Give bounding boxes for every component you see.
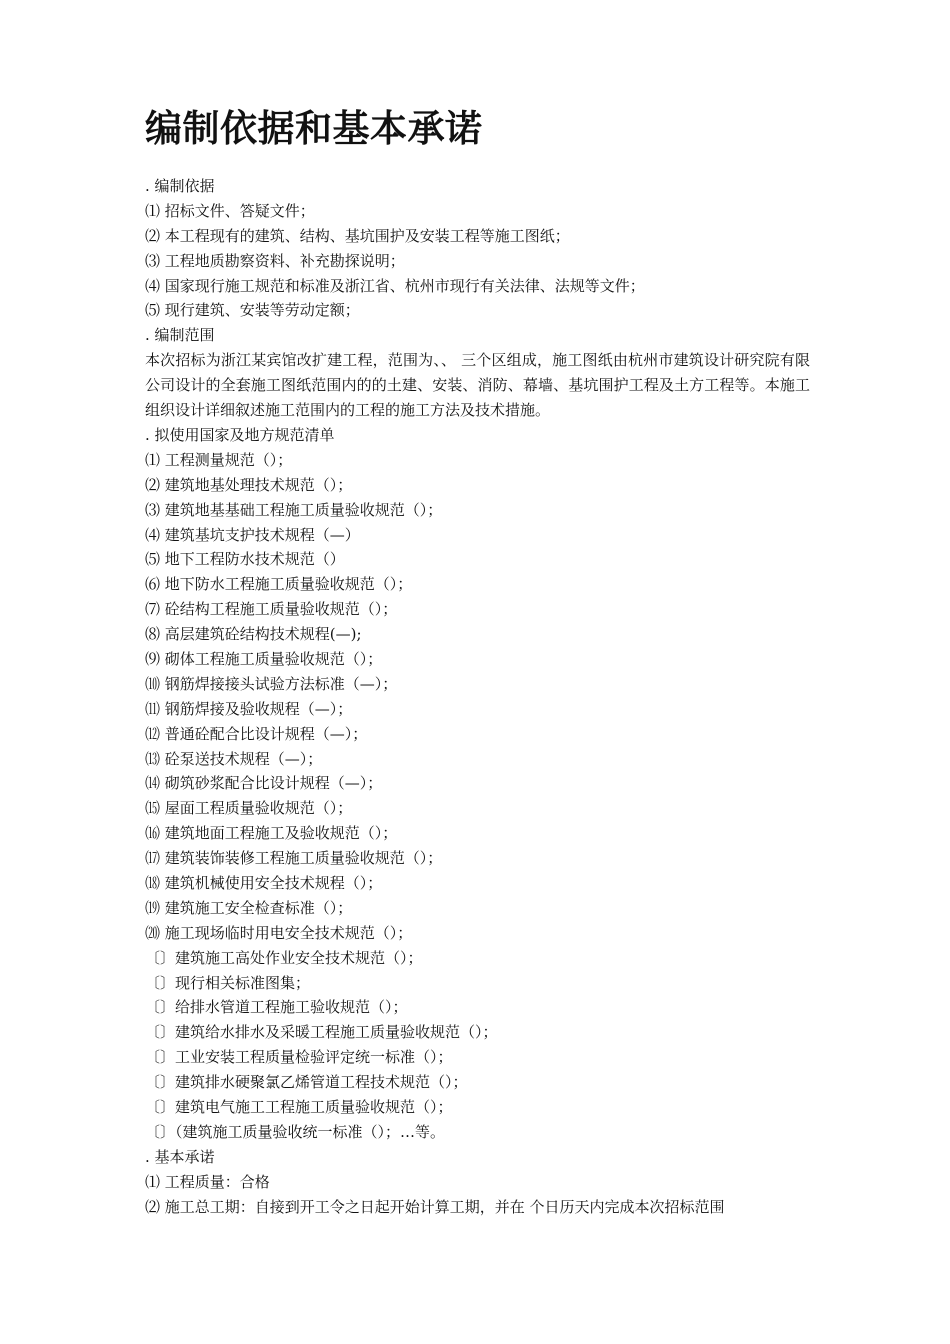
commitment-item: ⑵ 施工总工期：自接到开工令之日起开始计算工期，并在 个日历天内完成本次招标范围 [145, 1197, 725, 1216]
standard-item: 〔〕建筑电气施工工程施工质量验收规范（）； [145, 1098, 453, 1116]
standard-item: ⑶ 建筑地基基础工程施工质量验收规范（）； [145, 500, 443, 519]
section-heading: . 编制依据 [145, 177, 215, 195]
standard-item: ⒇ 施工现场临时用电安全技术规范（）； [145, 923, 413, 942]
section-heading: . 基本承诺 [145, 1147, 215, 1166]
standard-item: 〔〕给排水管道工程施工验收规范（）； [145, 998, 408, 1017]
standard-item: ⑴ 工程测量规范（）； [145, 450, 293, 469]
scope-paragraph: 本次招标为浙江某宾馆改扩建工程，范围为、、 三个区组成，施工图纸由杭州市建筑设计研究院有限公司设计的全套施工图纸范围内的的土建、安装、消防、幕墙、基坑围护工程及土方工程等。本施工组织设计详细叙述施工范围内的工程的施工方法及技术措施。 [145, 351, 810, 420]
list-item: ⑷ 国家现行施工规范和标准及浙江省、杭州市现行有关法律、法规等文件； [145, 276, 645, 295]
standard-item: ⑺ 砼结构工程施工质量验收规范（）； [145, 600, 398, 619]
standard-item: ⒁ 砌筑砂浆配合比设计规程（—）； [145, 774, 383, 793]
standard-item: 〔〕建筑施工高处作业安全技术规范（）； [145, 948, 423, 967]
document-body [145, 174, 810, 1219]
standard-item: ⑽ 钢筋焊接接头试验方法标准（—）； [145, 674, 398, 693]
standard-item: 〔〕建筑排水硬聚氯乙烯管道工程技术规范（）； [145, 1073, 468, 1092]
standard-item: ⒆ 建筑施工安全检查标准（）； [145, 898, 353, 917]
standard-item: ⒂ 屋面工程质量验收规范（）； [145, 799, 353, 818]
standard-item: 〔〕建筑给水排水及采暖工程施工质量验收规范（）； [145, 1023, 498, 1042]
standard-item: ⑸ 地下工程防水技术规范（） [145, 550, 345, 569]
standard-item: ⒅ 建筑机械使用安全技术规程（）； [145, 873, 383, 892]
standard-item: ⑷ 建筑基坑支护技术规程（—） [145, 525, 360, 544]
page-title: 编制依据和基本承诺 [145, 107, 483, 150]
standard-item: ⑼ 砌体工程施工质量验收规范（）； [145, 649, 383, 668]
list-item: ⑴ 招标文件、答疑文件； [145, 201, 315, 220]
standard-item: ⑿ 普通砼配合比设计规程（—）； [145, 724, 368, 743]
standard-item: 〔〕工业安装工程质量检验评定统一标准（）； [145, 1048, 453, 1067]
standard-item: ⒃ 建筑地面工程施工及验收规范（）； [145, 824, 398, 843]
list-item: ⑶ 工程地质勘察资料、补充勘探说明； [145, 251, 405, 270]
list-item: ⑵ 本工程现有的建筑、结构、基坑围护及安装工程等施工图纸； [145, 226, 570, 245]
list-item: ⑸ 现行建筑、安装等劳动定额； [145, 301, 360, 320]
standard-item: ⑵ 建筑地基处理技术规范（）； [145, 475, 353, 494]
section-heading: . 拟使用国家及地方规范清单 [145, 425, 335, 444]
standard-item: 〔〕现行相关标准图集； [145, 973, 311, 992]
standard-item: ⑻ 高层建筑砼结构技术规程(—); [145, 625, 362, 644]
standard-item: ⒀ 砼泵送技术规程（—）； [145, 749, 323, 768]
standard-item: ⒄ 建筑装饰装修工程施工质量验收规范（）； [145, 849, 443, 868]
section-heading: . 编制范围 [145, 326, 215, 345]
commitment-item: ⑴ 工程质量：合格 [145, 1172, 270, 1191]
standard-item: 〔〕（建筑施工质量验收统一标准（）；…等。 [145, 1122, 446, 1141]
standard-item: ⑾ 钢筋焊接及验收规程（—）； [145, 699, 353, 718]
standard-item: ⑹ 地下防水工程施工质量验收规范（）； [145, 575, 413, 594]
